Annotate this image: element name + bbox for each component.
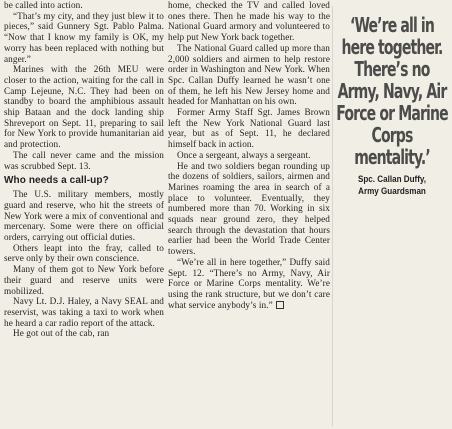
paragraph: be called into action. (4, 0, 83, 10)
pull-quote-attribution (337, 174, 448, 197)
paragraph: Former Army Staff Sgt. James Brown left the New York National Guard last year, but as of Sept. 11, he declared himself back in action. (168, 107, 330, 150)
paragraph: Once a sergeant, always a sergeant. (177, 149, 311, 160)
paragraph: He and two soldiers began rounding up the dozens of soldiers, sailors, airmen and Marines roaming the area in search of a place to volunteer. Eventually, they numbered more than 70. Working in six squads near ground zero, they helped search through the devastation that hours earlier had been the World Trade Center towers. (168, 160, 330, 257)
attribution-title: Army Guardsman (358, 185, 426, 197)
article-column-2 (168, 0, 330, 310)
paragraph: The U.S. military members, mostly guard and reserve, who hit the streets of New York were a mix of conventional and mercenary. Some were there on official orders, carrying out official duties. (4, 189, 164, 243)
paragraph: home, checked the TV and called loved ones there. Then he made his way to the National Guard armory and volunteered to help put New York back together. (168, 0, 330, 43)
pull-quote: ‘We’re all in here together. There’s no Army, Navy, Air Force or Marine Corps mentality.’ (336, 13, 448, 169)
end-mark-icon (276, 301, 284, 309)
subhead: Who needs a call-up? (4, 175, 109, 187)
paragraph-last (168, 257, 330, 311)
paragraph-text: “We’re all in here together,” Duffy said Sept. 12. “There’s no Army, Navy, Air Force or Marine Corps mentality. We’re using the rank structure, but we don’t care what service anybody’s in.” (168, 256, 330, 310)
paragraph: Marines with the 26th MEU were closer to the action, waiting for the call in Camp Lejeune, N.C. They had been on standby to board the amphibious assault ship Bataan and the dock landing ship Shreveport on Sept. 11, preparing to sail for New York to provide humanitarian aid and protection. (4, 64, 164, 150)
paragraph: Many of them got to New York before their guard and reserve units were mobilized. (4, 264, 164, 296)
paragraph: Others leapt into the fray, called to serve only by their own conscience. (4, 242, 164, 264)
article-column-1 (4, 0, 164, 339)
pull-quote-box (333, 14, 450, 197)
paragraph: Navy Lt. D.J. Haley, a Navy SEAL and reservist, was taking a taxi to work when he heard a car radio report of the attack. (4, 296, 164, 328)
paragraph: The call never came and the mission was scrubbed Sept. 13. (4, 149, 164, 171)
paragraph: “That’s my city, and they just blew it to pieces,” said Gunnery Sgt. Pablo Palma. “Now that I know my family is OK, my worry has been replaced with nothing but anger.” (4, 10, 164, 64)
paragraph: He got out of the cab, ran (13, 328, 110, 339)
paragraph: The National Guard called up more than 2,000 soldiers and airmen to help restore order in Washington and New York. When Spc. Callan Duffy learned he wasn’t one of them, he left his New Jersey home and headed for Manhattan on his own. (168, 42, 330, 107)
attribution-name: Spc. Callan Duffy, (357, 174, 427, 185)
